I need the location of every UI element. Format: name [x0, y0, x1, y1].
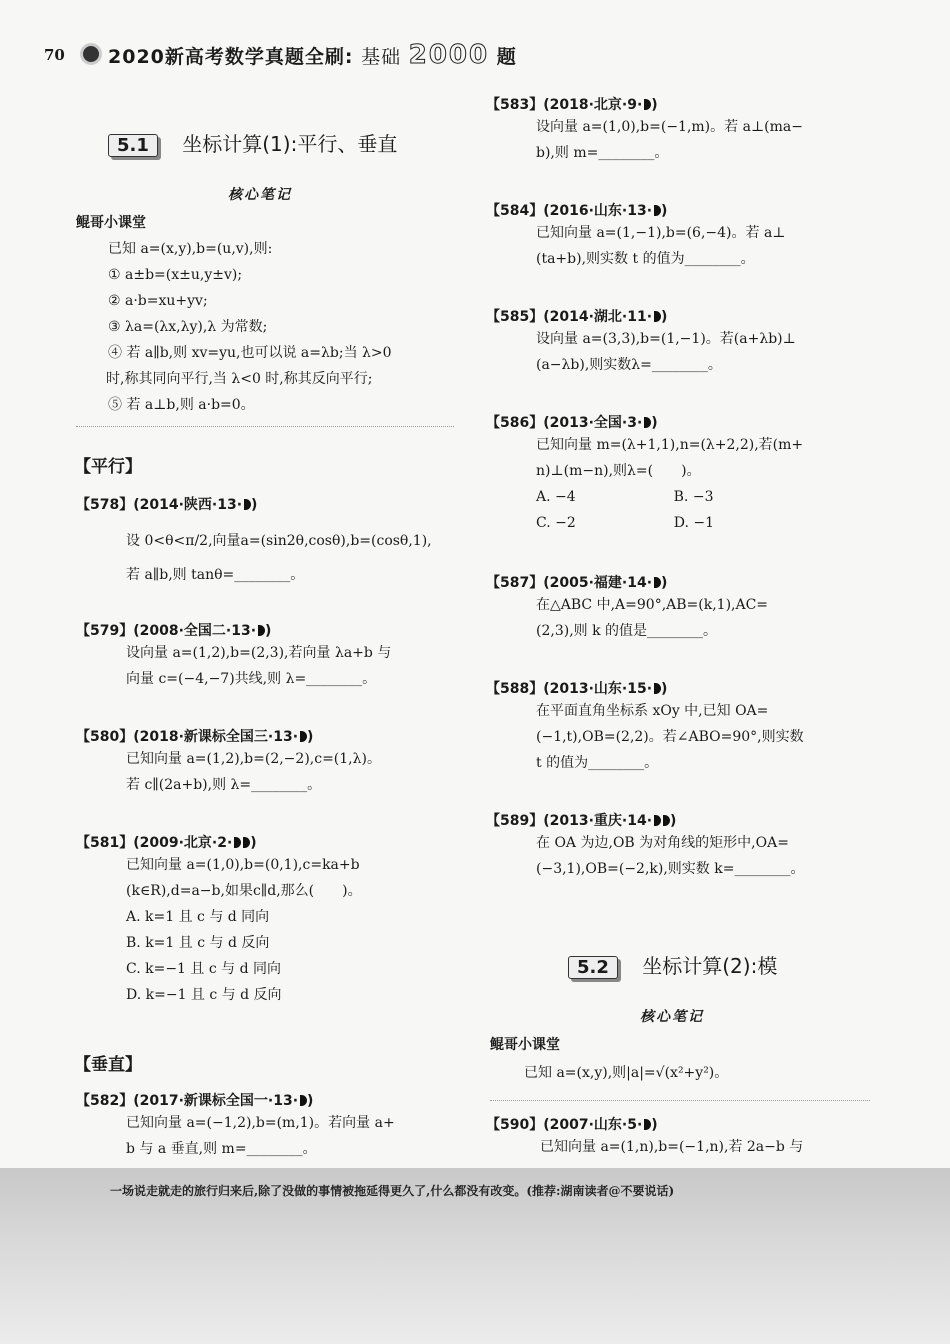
problem-id: 【585】(2014·湖北·11· )	[486, 309, 668, 325]
problem-587	[486, 572, 768, 644]
section-heading-5-2	[568, 950, 777, 979]
problem-line: 若 a∥b,则 tanθ=________。	[126, 567, 305, 583]
choice-row: C. −2 D. −1	[536, 515, 715, 531]
problem-id: 【587】(2005·福建·14· )	[486, 575, 668, 591]
problem-line: 已知向量 a=(1,n),b=(−1,n),若 2a−b 与	[540, 1139, 804, 1155]
problem-line: 设向量 a=(3,3),b=(1,−1)。若(a+λb)⊥	[536, 331, 796, 347]
difficulty-icon	[300, 731, 307, 742]
difficulty-icon	[654, 577, 661, 588]
problem-id: 【588】(2013·山东·15· )	[486, 681, 668, 697]
choice-b: B. k=1 且 c 与 d 反向	[126, 935, 270, 951]
problem-line: b),则 m=________。	[536, 145, 669, 161]
problem-588	[486, 678, 804, 776]
problem-590	[486, 1114, 803, 1160]
problem-id: 【589】(2013·重庆·14· )	[486, 813, 677, 829]
note-line: ③ λa=(λx,λy),λ 为常数;	[108, 319, 268, 335]
section-badge: 5.1	[108, 134, 158, 157]
problem-id: 【578】(2014·陕西·13· )	[76, 497, 258, 513]
problem-id: 【579】(2008·全国二·13· )	[76, 623, 272, 639]
problem-line: (−3,1),OB=(−2,k),则实数 k=________。	[536, 861, 805, 877]
problem-585	[486, 306, 796, 378]
header-title-main: 2020新高考数学真题全刷:	[108, 46, 354, 68]
problem-line: (k∈R),d=a−b,如果c∥d,那么( )。	[126, 883, 362, 899]
choice-row: A. −4 B. −3	[536, 489, 714, 505]
section-badge: 5.2	[568, 956, 618, 979]
note-line: ① a±b=(x±u,y±v);	[108, 267, 243, 283]
note-title: 核心笔记	[640, 1009, 704, 1025]
perpendicular-heading: 【垂直】	[74, 1055, 142, 1075]
problem-id: 【583】(2018·北京·9· )	[486, 97, 658, 113]
choice-a: A. k=1 且 c 与 d 同向	[126, 909, 270, 925]
difficulty-icon	[654, 311, 661, 322]
problem-583	[486, 94, 803, 166]
problem-line: b 与 a 垂直,则 m=________。	[126, 1141, 317, 1157]
problem-581	[76, 832, 362, 1008]
problem-line: 已知向量 m=(λ+1,1),n=(λ+2,2),若(m+	[536, 437, 804, 453]
problem-578	[76, 494, 432, 592]
problem-id: 【586】(2013·全国·3· )	[486, 415, 658, 431]
difficulty-icon	[258, 625, 265, 636]
difficulty-icon	[300, 1095, 307, 1106]
difficulty-icon	[244, 499, 251, 510]
problem-id: 【582】(2017·新课标全国一·13· )	[76, 1093, 314, 1109]
problem-line: 设向量 a=(1,0),b=(−1,m)。若 a⊥(ma−	[536, 119, 803, 135]
problem-579	[76, 620, 391, 692]
section-heading-5-1	[108, 128, 397, 157]
problem-589	[486, 810, 804, 882]
difficulty-icon	[654, 683, 661, 694]
choice-c: C. k=−1 且 c 与 d 同向	[126, 961, 282, 977]
problem-line: 在平面直角坐标系 xOy 中,已知 OA=	[536, 703, 769, 719]
problem-line: (−1,t),OB=(2,2)。若∠ABO=90°,则实数	[536, 729, 804, 745]
problem-line: 已知向量 a=(1,2),b=(2,−2),c=(1,λ)。	[126, 751, 381, 767]
class-title: 鲲哥小课堂	[76, 215, 146, 231]
difficulty-icon	[663, 815, 670, 826]
note-line: 时,称其同向平行,当 λ<0 时,称其反向平行;	[106, 371, 373, 387]
problem-586	[486, 412, 803, 536]
logo-circle-icon	[80, 43, 102, 65]
problem-line: 若 c∥(2a+b),则 λ=________。	[126, 777, 322, 793]
problem-line: 已知向量 a=(1,0),b=(0,1),c=ka+b	[126, 857, 360, 873]
problem-line: (ta+b),则实数 t 的值为________。	[536, 251, 755, 267]
footer-quote: 一场说走就走的旅行归来后,除了没做的事情被拖延得更久了,什么都没有改变。(推荐:湖南读者@不要说话)	[110, 1184, 675, 1198]
problem-584	[486, 200, 785, 272]
problem-id: 【590】(2007·山东·5· )	[486, 1117, 658, 1133]
divider	[490, 1100, 870, 1101]
problem-line: 已知向量 a=(1,−1),b=(6,−4)。若 a⊥	[536, 225, 786, 241]
problem-582	[76, 1090, 395, 1162]
section-title: 坐标计算(2):模	[642, 954, 778, 978]
problem-line: (a−λb),则实数λ=________。	[536, 357, 722, 373]
note-line: 已知 a=(x,y),b=(u,v),则:	[108, 241, 273, 257]
note-line: ④ 若 a∥b,则 xv=yu,也可以说 a=λb;当 λ>0	[108, 345, 392, 361]
note-lines	[108, 236, 392, 418]
page-number: 70	[44, 46, 65, 64]
problem-580	[76, 726, 381, 798]
problem-line: 在 OA 为边,OB 为对角线的矩形中,OA=	[536, 835, 789, 851]
note-title: 核心笔记	[228, 187, 292, 203]
problem-line: (2,3),则 k 的值是________。	[536, 623, 718, 639]
header-title	[108, 40, 517, 70]
class-title: 鲲哥小课堂	[490, 1037, 560, 1053]
problem-line: 设向量 a=(1,2),b=(2,3),若向量 λa+b 与	[126, 645, 392, 661]
problem-line: 设 0<θ<π/2,向量a=(sin2θ,cosθ),b=(cosθ,1),	[126, 533, 432, 549]
problem-line: 向量 c=(−4,−7)共线,则 λ=________。	[126, 671, 377, 687]
difficulty-icon	[654, 205, 661, 216]
problem-line: t 的值为________。	[536, 755, 659, 771]
note-line: 已知 a=(x,y),则|a|=√(x²+y²)。	[524, 1065, 729, 1081]
problem-line: n)⊥(m−n),则λ=( )。	[536, 463, 701, 479]
difficulty-icon	[234, 837, 241, 848]
header-title-end: 题	[496, 46, 517, 68]
difficulty-icon	[654, 815, 661, 826]
choice-d: D. k=−1 且 c 与 d 反向	[126, 987, 282, 1003]
problem-id: 【581】(2009·北京·2· )	[76, 835, 257, 851]
problem-id: 【580】(2018·新课标全国三·13· )	[76, 729, 314, 745]
divider	[76, 426, 454, 427]
header-title-thin: 基础	[361, 46, 402, 68]
section-title: 坐标计算(1):平行、垂直	[182, 132, 398, 156]
problem-line: 已知向量 a=(−1,2),b=(m,1)。若向量 a+	[126, 1115, 395, 1131]
problem-line: 在△ABC 中,A=90°,AB=(k,1),AC=	[536, 597, 769, 613]
note-line: ② a·b=xu+yv;	[108, 293, 208, 309]
parallel-heading: 【平行】	[74, 457, 142, 477]
problem-id: 【584】(2016·山东·13· )	[486, 203, 668, 219]
note-line: ⑤ 若 a⊥b,则 a·b=0。	[108, 397, 255, 413]
header-title-big: 2000	[408, 40, 490, 70]
